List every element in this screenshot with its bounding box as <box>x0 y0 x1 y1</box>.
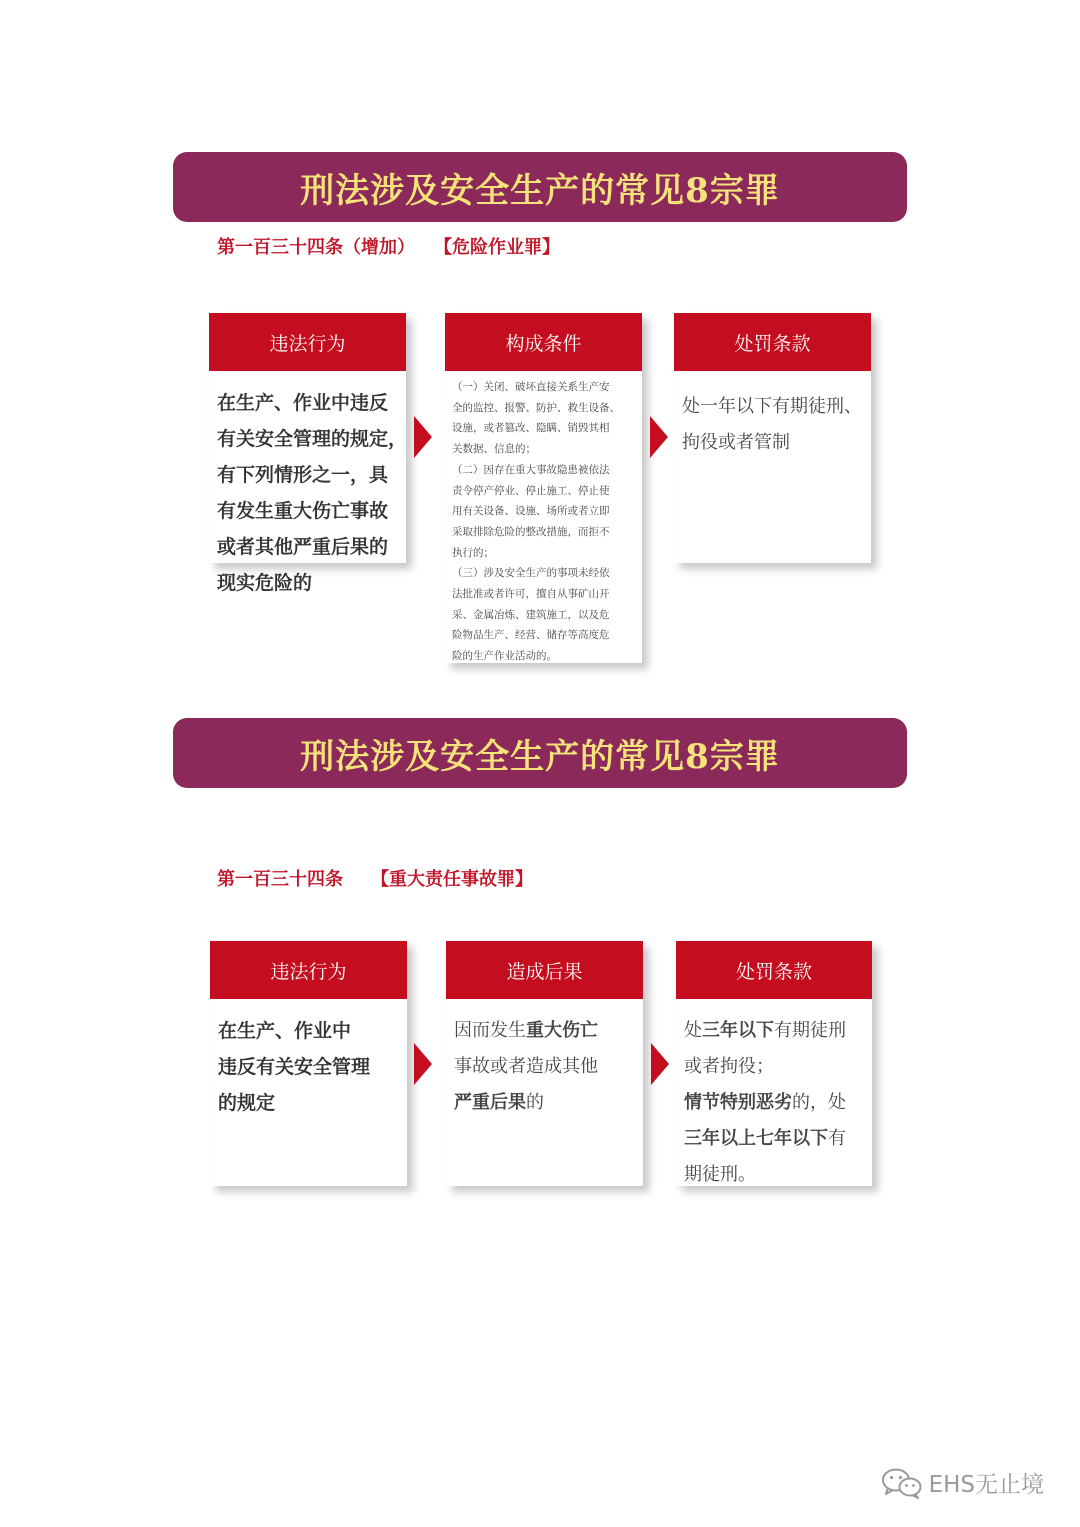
section2-consequence-line <box>454 1013 635 1049</box>
section2-violation-line: 在生产、作业中 <box>218 1020 352 1042</box>
section2-card-penalty-body <box>676 999 872 1193</box>
section1-card-penalty-header: 处罚条款 <box>674 313 871 371</box>
section1-violation-line: 有发生重大伤亡事故 <box>217 500 389 522</box>
section2-penalty-line: 期徒刑。 <box>684 1164 756 1185</box>
section2-consequence-line: 事故或者造成其他 <box>454 1056 598 1077</box>
section2-card-consequence-header: 造成后果 <box>446 941 643 999</box>
section2-card-consequence-body <box>446 999 643 1121</box>
section1-violation-line: 在生产、作业中违反 <box>217 392 389 414</box>
section1-article-number: 第一百三十四条（增加） <box>217 237 415 258</box>
section2-card-penalty <box>676 941 872 1186</box>
section1-conditions-line: 采、金属冶炼、建筑施工，以及危 <box>452 608 610 621</box>
section1-conditions-line: （一）关闭、破坏直接关系生产安 <box>452 381 610 393</box>
section2-article-line <box>217 865 533 891</box>
section2-penalty-text: 有期徒刑 <box>774 1020 846 1041</box>
section1-penalty-line: 处一年以下有期徒刑、 <box>682 396 862 417</box>
section2-consequence-text: 因而发生 <box>454 1020 526 1041</box>
section2-penalty-emphasis: 情节特别恶劣 <box>684 1092 792 1113</box>
section1-article-line <box>217 233 560 259</box>
section1-conditions-line: 执行的； <box>452 546 494 559</box>
section1-card-violation <box>209 313 408 594</box>
watermark-label: EHS无止境 <box>928 1472 1044 1498</box>
arrow-right-icon <box>650 416 668 458</box>
section2-banner: 刑法涉及安全生产的常见8宗罪 <box>173 718 907 788</box>
section2-consequence-text: 的 <box>526 1092 544 1113</box>
section1-card-violation-header: 违法行为 <box>209 313 406 371</box>
section1-card-penalty-body <box>674 371 871 461</box>
section2-violation-line: 的规定 <box>218 1092 276 1114</box>
section1-violation-line: 现实危险的 <box>217 572 313 594</box>
section1-conditions-line: 险物品生产、经营、储存等高度危 <box>452 629 610 642</box>
section2-consequence-emphasis: 重大伤亡 <box>526 1020 598 1041</box>
section1-conditions-line: 关数据、信息的； <box>452 443 536 456</box>
section1-card-penalty <box>674 313 871 563</box>
section1-conditions-line: （三）涉及安全生产的事项未经依 <box>452 567 610 580</box>
section1-conditions-line: 责令停产停业、停止施工、停止使 <box>452 484 610 497</box>
section1-penalty-line: 拘役或者管制 <box>682 432 790 453</box>
section2-penalty-emphasis: 三年以上七年以下 <box>684 1128 828 1149</box>
section1-crime-name: 【危险作业罪】 <box>443 237 560 258</box>
arrow-right-icon <box>651 1043 669 1085</box>
section2-consequence-emphasis: 严重后果 <box>454 1092 526 1113</box>
section1-conditions-line: 用有关设备、设施、场所或者立即 <box>452 505 610 518</box>
section2-penalty-text: 的，处 <box>792 1092 846 1113</box>
wechat-icon <box>881 1467 923 1499</box>
section1-conditions-line: 采取排除危险的整改措施，而拒不 <box>452 525 610 538</box>
section2-penalty-text: 有 <box>828 1128 846 1149</box>
section2-card-penalty-header: 处罚条款 <box>676 941 872 999</box>
section2-penalty-text: 处 <box>684 1020 702 1041</box>
section2-consequence-line <box>454 1085 635 1121</box>
section1-violation-line: 有关安全管理的规定， <box>217 428 408 450</box>
section2-card-violation <box>210 941 407 1186</box>
section1-card-conditions-body <box>445 371 642 667</box>
section1-conditions-line: 法批准或者许可，擅自从事矿山开 <box>452 588 610 601</box>
watermark <box>881 1466 1044 1499</box>
section2-penalty-line <box>684 1121 870 1157</box>
section1-violation-line: 或者其他严重后果的 <box>217 536 389 558</box>
arrow-right-icon <box>414 416 432 458</box>
section1-card-conditions-header: 构成条件 <box>445 313 642 371</box>
section2-violation-line: 违反有关安全管理 <box>218 1056 371 1078</box>
section2-card-violation-header: 违法行为 <box>210 941 407 999</box>
section1-conditions-line: （二）因存在重大事故隐患被依法 <box>452 463 610 476</box>
section1-card-conditions <box>445 313 642 663</box>
section2-card-consequence <box>446 941 643 1186</box>
section2-crime-name: 【重大责任事故罪】 <box>371 869 533 890</box>
section2-article-number: 第一百三十四条 <box>217 869 343 890</box>
section2-card-violation-body <box>210 999 407 1121</box>
section2-penalty-line <box>684 1085 870 1121</box>
section1-conditions-line: 全的监控、报警、防护、救生设备、 <box>452 401 620 414</box>
arrow-right-icon <box>414 1043 432 1085</box>
section1-banner: 刑法涉及安全生产的常见8宗罪 <box>173 152 907 222</box>
section1-card-violation-body <box>209 371 406 601</box>
section2-penalty-line: 或者拘役； <box>684 1056 774 1077</box>
section2-penalty-line <box>684 1013 870 1049</box>
section2-penalty-emphasis: 三年以下 <box>702 1020 774 1041</box>
section1-conditions-line: 设施，或者篡改、隐瞒、销毁其相 <box>452 422 610 435</box>
section1-violation-line: 有下列情形之一，具 <box>217 464 389 486</box>
section1-conditions-line: 险的生产作业活动的。 <box>452 650 557 663</box>
